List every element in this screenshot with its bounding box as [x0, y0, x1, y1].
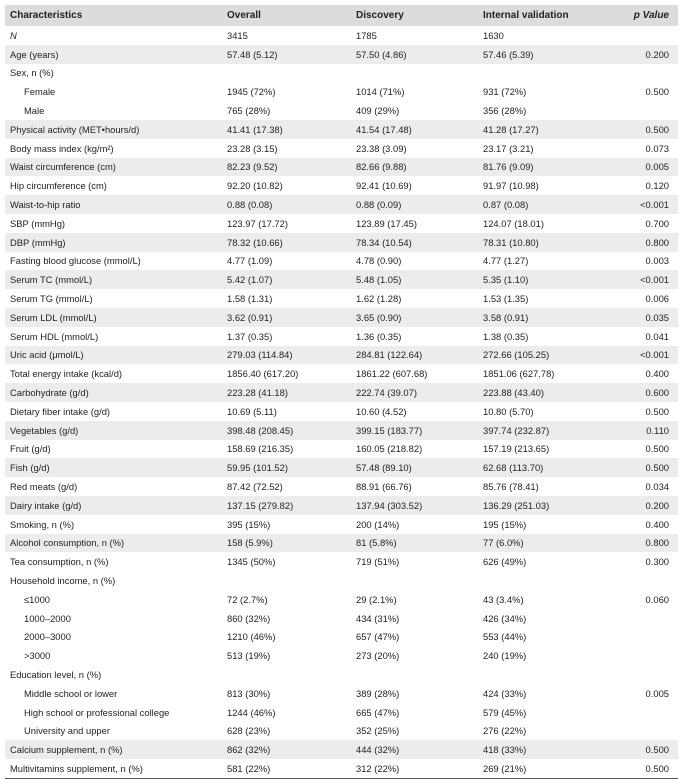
row-label: Middle school or lower	[24, 687, 118, 699]
row-label: Fish (g/d)	[10, 462, 50, 474]
table-row	[5, 440, 678, 459]
row-label: Household income, n (%)	[10, 575, 116, 586]
cell-discovery: 399.15 (183.77)	[356, 424, 423, 436]
cell-overall: 158 (5.9%)	[227, 537, 273, 549]
cell-overall: 10.69 (5.11)	[227, 405, 277, 417]
cell-internal-validation: 269 (21%)	[483, 762, 527, 774]
cell-internal-validation: 240 (19%)	[483, 650, 527, 662]
table-row	[5, 703, 678, 722]
table-row	[5, 515, 678, 534]
table-row	[5, 101, 678, 120]
cell-overall: 59.95 (101.52)	[227, 462, 288, 474]
cell-internal-validation: 272.66 (105.25)	[483, 349, 550, 361]
table-row	[5, 534, 678, 553]
header-discovery: Discovery	[356, 10, 404, 21]
cell-internal-validation: 579 (45%)	[483, 706, 527, 718]
cell-internal-validation: 4.77 (1.27)	[483, 255, 529, 267]
cell-discovery: 1.36 (0.35)	[356, 330, 402, 342]
cell-internal-validation: 553 (44%)	[483, 631, 527, 643]
row-label: Serum HDL (mmol/L)	[10, 330, 99, 342]
row-label: 1000–2000	[24, 612, 71, 624]
header-overall: Overall	[227, 10, 261, 21]
cell-discovery: 137.94 (303.52)	[356, 499, 423, 511]
table-row	[5, 646, 678, 665]
table-body	[5, 26, 678, 778]
cell-p-value: <0.001	[640, 199, 669, 211]
cell-discovery: 273 (20%)	[356, 650, 400, 662]
cell-internal-validation: 91.97 (10.98)	[483, 180, 539, 192]
table-row	[5, 571, 678, 590]
cell-discovery: 312 (22%)	[356, 762, 400, 774]
cell-discovery: 5.48 (1.05)	[356, 274, 402, 286]
cell-overall: 279.03 (114.84)	[227, 349, 293, 361]
row-label: Female	[24, 86, 56, 98]
cell-internal-validation: 157.19 (213.65)	[483, 443, 550, 455]
cell-overall: 1856.40 (617.20)	[227, 368, 299, 380]
cell-overall: 765 (28%)	[227, 105, 271, 117]
cell-p-value: 0.035	[645, 311, 669, 323]
cell-p-value: 0.500	[645, 86, 669, 98]
cell-discovery: 200 (14%)	[356, 518, 400, 530]
row-label: Waist-to-hip ratio	[10, 199, 81, 211]
cell-discovery: 352 (25%)	[356, 725, 400, 737]
header-p-value: p Value	[633, 10, 669, 21]
cell-internal-validation: 43 (3.4%)	[483, 593, 524, 605]
row-label: Fruit (g/d)	[10, 443, 51, 455]
cell-internal-validation: 931 (72%)	[483, 86, 527, 98]
cell-internal-validation: 10.80 (5.70)	[483, 405, 534, 417]
table-row	[5, 609, 678, 628]
cell-p-value: 0.700	[645, 217, 669, 229]
cell-overall: 5.42 (1.07)	[227, 274, 273, 286]
cell-overall: 0.88 (0.08)	[227, 199, 273, 211]
cell-overall: 123.97 (17.72)	[227, 217, 288, 229]
cell-discovery: 657 (47%)	[356, 631, 400, 643]
cell-discovery: 1.62 (1.28)	[356, 293, 402, 305]
cell-p-value: 0.006	[645, 293, 669, 305]
table-row	[5, 120, 678, 139]
cell-discovery: 29 (2.1%)	[356, 593, 397, 605]
cell-internal-validation: 626 (49%)	[483, 556, 527, 568]
cell-overall: 1.58 (1.31)	[227, 293, 273, 305]
table-row	[5, 684, 678, 703]
table-row	[5, 421, 678, 440]
cell-discovery: 1785	[356, 29, 377, 41]
cell-internal-validation: 0.87 (0.08)	[483, 199, 529, 211]
cell-p-value: 0.060	[645, 593, 669, 605]
cell-discovery: 222.74 (39.07)	[356, 387, 417, 399]
row-label: Age (years)	[10, 48, 59, 60]
table-row	[5, 233, 678, 252]
cell-p-value: 0.600	[645, 387, 669, 399]
table-header	[5, 5, 678, 26]
row-label: Fasting blood glucose (mmol/L)	[10, 255, 141, 267]
table-row	[5, 628, 678, 647]
cell-overall: 57.48 (5.12)	[227, 48, 278, 60]
table-row	[5, 364, 678, 383]
cell-p-value: 0.041	[645, 330, 669, 342]
cell-internal-validation: 81.76 (9.09)	[483, 161, 534, 173]
cell-p-value: 0.500	[645, 123, 669, 135]
table-row	[5, 346, 678, 365]
table-row	[5, 252, 678, 271]
row-label: ≤1000	[24, 593, 51, 605]
cell-discovery: 389 (28%)	[356, 687, 400, 699]
cell-overall: 1945 (72%)	[227, 86, 276, 98]
row-label: Calcium supplement, n (%)	[10, 744, 123, 756]
row-label: Serum TC (mmol/L)	[10, 274, 93, 286]
cell-discovery: 57.48 (89.10)	[356, 462, 412, 474]
cell-overall: 78.32 (10.66)	[227, 236, 283, 248]
cell-internal-validation: 195 (15%)	[483, 518, 527, 530]
row-label: DBP (mmHg)	[10, 236, 66, 248]
cell-internal-validation: 426 (34%)	[483, 612, 527, 624]
row-label: Alcohol consumption, n (%)	[10, 537, 125, 549]
cell-overall: 813 (30%)	[227, 687, 271, 699]
cell-overall: 395 (15%)	[227, 518, 271, 530]
cell-overall: 4.77 (1.09)	[227, 255, 273, 267]
cell-p-value: 0.120	[645, 180, 669, 192]
cell-p-value: 0.034	[645, 481, 669, 493]
cell-internal-validation: 124.07 (18.01)	[483, 217, 544, 229]
table-row	[5, 308, 678, 327]
cell-p-value: 0.200	[645, 499, 669, 511]
cell-overall: 223.28 (41.18)	[227, 387, 288, 399]
row-label: University and upper	[24, 725, 110, 737]
cell-internal-validation: 78.31 (10.80)	[483, 236, 539, 248]
cell-discovery: 88.91 (66.76)	[356, 481, 412, 493]
cell-internal-validation: 41.28 (17.27)	[483, 123, 539, 135]
table-row	[5, 26, 678, 45]
table-row	[5, 477, 678, 496]
cell-overall: 1345 (50%)	[227, 556, 276, 568]
table-row	[5, 552, 678, 571]
table-row	[5, 270, 678, 289]
cell-overall: 1244 (46%)	[227, 706, 276, 718]
cell-discovery: 10.60 (4.52)	[356, 405, 407, 417]
table-row	[5, 289, 678, 308]
cell-internal-validation: 1630	[483, 29, 504, 41]
header-internal-validation: Internal validation	[483, 10, 569, 21]
table-row	[5, 45, 678, 64]
row-label: Red meats (g/d)	[10, 481, 78, 493]
cell-overall: 92.20 (10.82)	[227, 180, 283, 192]
table-row	[5, 665, 678, 684]
cell-overall: 1210 (46%)	[227, 631, 276, 643]
row-label: Sex, n (%)	[10, 67, 54, 79]
cell-internal-validation: 136.29 (251.03)	[483, 499, 550, 511]
cell-discovery: 92.41 (10.69)	[356, 180, 412, 192]
characteristics-table	[5, 5, 678, 779]
row-label: Serum TG (mmol/L)	[10, 293, 93, 305]
cell-discovery: 23.38 (3.09)	[356, 142, 407, 154]
cell-discovery: 78.34 (10.54)	[356, 236, 412, 248]
table-row	[5, 590, 678, 609]
cell-p-value: 0.400	[645, 368, 669, 380]
cell-internal-validation: 223.88 (43.40)	[483, 387, 544, 399]
cell-p-value: 0.200	[645, 48, 669, 60]
table-row	[5, 64, 678, 83]
table-row	[5, 721, 678, 740]
table-row	[5, 139, 678, 158]
cell-discovery: 123.89 (17.45)	[356, 217, 417, 229]
table-row	[5, 82, 678, 101]
cell-p-value: 0.500	[645, 462, 669, 474]
cell-overall: 87.42 (72.52)	[227, 481, 283, 493]
table-row	[5, 496, 678, 515]
table-row	[5, 402, 678, 421]
cell-internal-validation: 276 (22%)	[483, 725, 527, 737]
cell-p-value: 0.005	[645, 687, 669, 699]
cell-discovery: 160.05 (218.82)	[356, 443, 423, 455]
cell-discovery: 444 (32%)	[356, 744, 400, 756]
cell-p-value: 0.300	[645, 556, 669, 568]
cell-overall: 1.37 (0.35)	[227, 330, 273, 342]
cell-discovery: 1861.22 (607.68)	[356, 368, 428, 380]
cell-p-value: 0.400	[645, 518, 669, 530]
row-label: N	[10, 29, 17, 41]
cell-overall: 513 (19%)	[227, 650, 271, 662]
cell-p-value: 0.005	[645, 161, 669, 173]
row-label: Smoking, n (%)	[10, 518, 75, 530]
cell-discovery: 3.65 (0.90)	[356, 311, 402, 323]
cell-p-value: 0.500	[645, 443, 669, 455]
row-label: High school or professional college	[24, 706, 170, 718]
cell-overall: 581 (22%)	[227, 762, 271, 774]
row-label: Tea consumption, n (%)	[10, 556, 109, 568]
row-label: Total energy intake (kcal/d)	[10, 368, 123, 380]
cell-p-value: 0.800	[645, 236, 669, 248]
cell-internal-validation: 77 (6.0%)	[483, 537, 524, 549]
cell-overall: 23.28 (3.15)	[227, 142, 278, 154]
cell-discovery: 4.78 (0.90)	[356, 255, 402, 267]
cell-overall: 158.69 (216.35)	[227, 443, 294, 455]
cell-overall: 137.15 (279.82)	[227, 499, 294, 511]
row-label: Multivitamins supplement, n (%)	[10, 762, 143, 774]
table-row	[5, 740, 678, 759]
cell-discovery: 434 (31%)	[356, 612, 400, 624]
cell-internal-validation: 62.68 (113.70)	[483, 462, 544, 474]
cell-internal-validation: 23.17 (3.21)	[483, 142, 534, 154]
row-label: Physical activity (MET•hours/d)	[10, 123, 140, 135]
cell-internal-validation: 418 (33%)	[483, 744, 527, 756]
cell-internal-validation: 85.76 (78.41)	[483, 481, 539, 493]
table-row	[5, 195, 678, 214]
cell-internal-validation: 57.46 (5.39)	[483, 48, 534, 60]
cell-overall: 3415	[227, 29, 248, 41]
cell-p-value: <0.001	[640, 349, 669, 361]
table-row	[5, 327, 678, 346]
row-label: Carbohydrate (g/d)	[10, 387, 89, 399]
cell-discovery: 409 (29%)	[356, 105, 400, 117]
row-label: >3000	[24, 650, 51, 662]
row-label: Vegetables (g/d)	[10, 424, 79, 436]
cell-internal-validation: 5.35 (1.10)	[483, 274, 529, 286]
cell-internal-validation: 356 (28%)	[483, 105, 527, 117]
cell-p-value: 0.500	[645, 405, 669, 417]
cell-internal-validation: 1.53 (1.35)	[483, 293, 529, 305]
row-label: Waist circumference (cm)	[10, 161, 116, 173]
header-characteristics: Characteristics	[10, 10, 83, 21]
cell-p-value: <0.001	[640, 274, 669, 286]
table-row	[5, 176, 678, 195]
cell-overall: 82.23 (9.52)	[227, 161, 278, 173]
row-label: Dietary fiber intake (g/d)	[10, 405, 111, 417]
cell-overall: 3.62 (0.91)	[227, 311, 273, 323]
row-label: Dairy intake (g/d)	[10, 499, 82, 511]
cell-p-value: 0.003	[645, 255, 669, 267]
cell-p-value: 0.500	[645, 762, 669, 774]
cell-discovery: 57.50 (4.86)	[356, 48, 407, 60]
cell-overall: 72 (2.7%)	[227, 593, 268, 605]
cell-internal-validation: 1851.06 (627.78)	[483, 368, 555, 380]
cell-discovery: 665 (47%)	[356, 706, 400, 718]
row-label: Male	[24, 105, 45, 117]
cell-discovery: 1014 (71%)	[356, 86, 405, 98]
cell-p-value: 0.800	[645, 537, 669, 549]
row-label: Uric acid (μmol/L)	[10, 349, 84, 361]
cell-discovery: 82.66 (9.88)	[356, 161, 407, 173]
cell-p-value: 0.110	[646, 424, 669, 436]
cell-overall: 41.41 (17.38)	[227, 123, 283, 135]
cell-overall: 860 (32%)	[227, 612, 271, 624]
cell-discovery: 41.54 (17.48)	[356, 123, 412, 135]
cell-internal-validation: 397.74 (232.87)	[483, 424, 550, 436]
cell-overall: 398.48 (208.45)	[227, 424, 294, 436]
cell-p-value: 0.500	[645, 744, 669, 756]
table-row	[5, 214, 678, 233]
cell-internal-validation: 1.38 (0.35)	[483, 330, 529, 342]
cell-overall: 628 (23%)	[227, 725, 271, 737]
cell-discovery: 719 (51%)	[356, 556, 400, 568]
row-label: Education level, n (%)	[10, 668, 102, 680]
cell-discovery: 0.88 (0.09)	[356, 199, 402, 211]
row-label: Serum LDL (mmol/L)	[10, 311, 97, 323]
table-row	[5, 383, 678, 402]
cell-overall: 862 (32%)	[227, 744, 271, 756]
row-label: Hip circumference (cm)	[10, 180, 107, 192]
cell-p-value: 0.073	[645, 142, 669, 154]
row-label: SBP (mmHg)	[10, 217, 66, 229]
table-row	[5, 458, 678, 477]
cell-internal-validation: 424 (33%)	[483, 687, 527, 699]
table-row	[5, 158, 678, 177]
cell-internal-validation: 3.58 (0.91)	[483, 311, 529, 323]
row-label: 2000–3000	[24, 631, 71, 643]
table-row	[5, 759, 678, 778]
cell-discovery: 284.81 (122.64)	[356, 349, 423, 361]
row-label: Body mass index (kg/m²)	[10, 142, 114, 154]
cell-discovery: 81 (5.8%)	[356, 537, 397, 549]
